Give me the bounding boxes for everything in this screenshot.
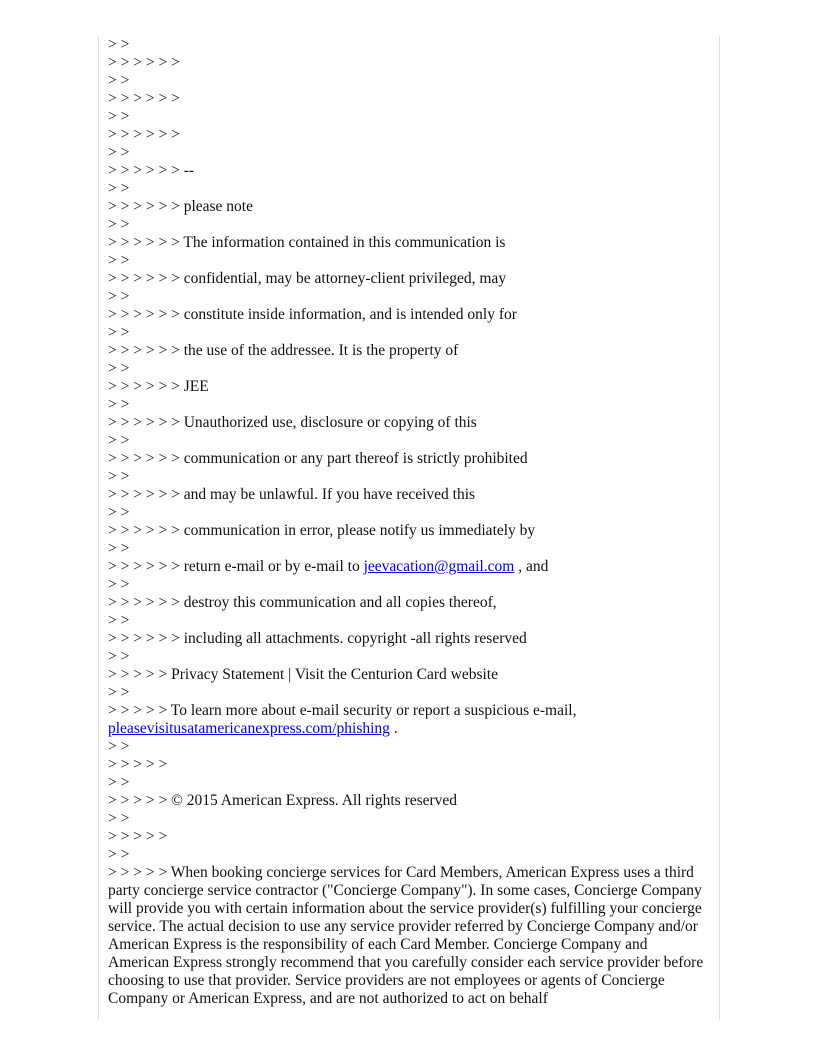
email-line: > > [108,72,130,89]
email-line: > > > > > > The information contained in this communication is [108,234,506,251]
email-line: > > [108,540,130,557]
email-line: > > > > > > Unauthorized use, disclosure or copying of this [108,414,477,431]
email-line: > > > > > Privacy Statement | Visit the Centurion Card website [108,666,498,683]
email-line: > > > > > > the use of the addressee. It is the property of [108,342,459,359]
phishing-link[interactable]: pleasevisitusatamericanexpress.com/phishing [108,720,390,737]
email-line: > > > > > > and may be unlawful. If you have received this [108,486,476,503]
email-line: > > > > > [108,756,168,773]
email-line: > > [108,684,130,701]
email-line: > > [108,108,130,125]
email-line: > > [108,360,130,377]
email-line: > > > > > > [108,90,180,107]
email-line: > > > > > > constitute inside information, and is intended only for [108,306,517,323]
quoted-block-c [108,738,708,864]
email-line: > > [108,324,130,341]
email-line: > > [108,252,130,269]
email-line: > > [108,432,130,449]
email-line: > > > > > > [108,54,180,71]
email-line: > > [108,648,130,665]
email-line: > > > > > [108,828,168,845]
email-link[interactable]: jeevacation@gmail.com [363,558,515,575]
email-line: > > [108,846,130,863]
return-email-line [108,558,708,576]
email-line: > > [108,810,130,827]
email-line: > > [108,180,130,197]
email-line: > > [108,396,130,413]
email-line: > > [108,144,130,161]
email-line: > > [108,576,130,593]
email-line: > > > > > > confidential, may be attorney-client privileged, may [108,270,507,287]
quoted-block-a [108,36,708,558]
email-line: > > [108,612,130,629]
email-line: > > > > > > -- [108,162,195,179]
email-body [108,36,708,1008]
email-line: > > > > > > communication in error, please notify us immediately by [108,522,536,539]
return-line-prefix: > > > > > > return e-mail or by e-mail to [108,558,364,575]
email-line: > > > > > > JEE [108,378,209,395]
email-line: > > [108,216,130,233]
security-line-suffix: . [389,720,398,737]
email-line: > > [108,468,130,485]
email-line: > > [108,738,130,755]
return-line-suffix: , and [514,558,549,575]
concierge-paragraph: > > > > > When booking concierge services for Card Members, American Express uses a third party concierge service contractor ("Concierge Company"). In some cases, Concierge Company will provide you with certain information about the service provider(s) fulfilling your concierge service. The actual decision to use any service provider referred by Concierge Company and/or American Express is the responsibility of each Card Member. Concierge Company and American Express strongly recommend that you carefully consider each service provider before choosing to use that provider. Service providers are not employees or agents of Concierge Company or American Express, and are not authorized to act on behalf [108,864,704,1007]
quoted-block-b [108,576,708,702]
email-line: > > > > > © 2015 American Express. All rights reserved [108,792,458,809]
security-line [108,702,708,738]
email-line: > > [108,504,130,521]
email-line: > > > > > > including all attachments. copyright -all rights reserved [108,630,527,647]
email-line: > > > > > > [108,126,180,143]
email-line: > > > > > > communication or any part thereof is strictly prohibited [108,450,528,467]
security-line-text: > > > > > To learn more about e-mail security or report a suspicious e-mail, [108,702,577,719]
email-line: > > [108,288,130,305]
email-line: > > > > > > destroy this communication and all copies thereof, [108,594,497,611]
email-line: > > [108,774,130,791]
email-line: > > > > > > please note [108,198,253,215]
email-line: > > [108,36,130,53]
